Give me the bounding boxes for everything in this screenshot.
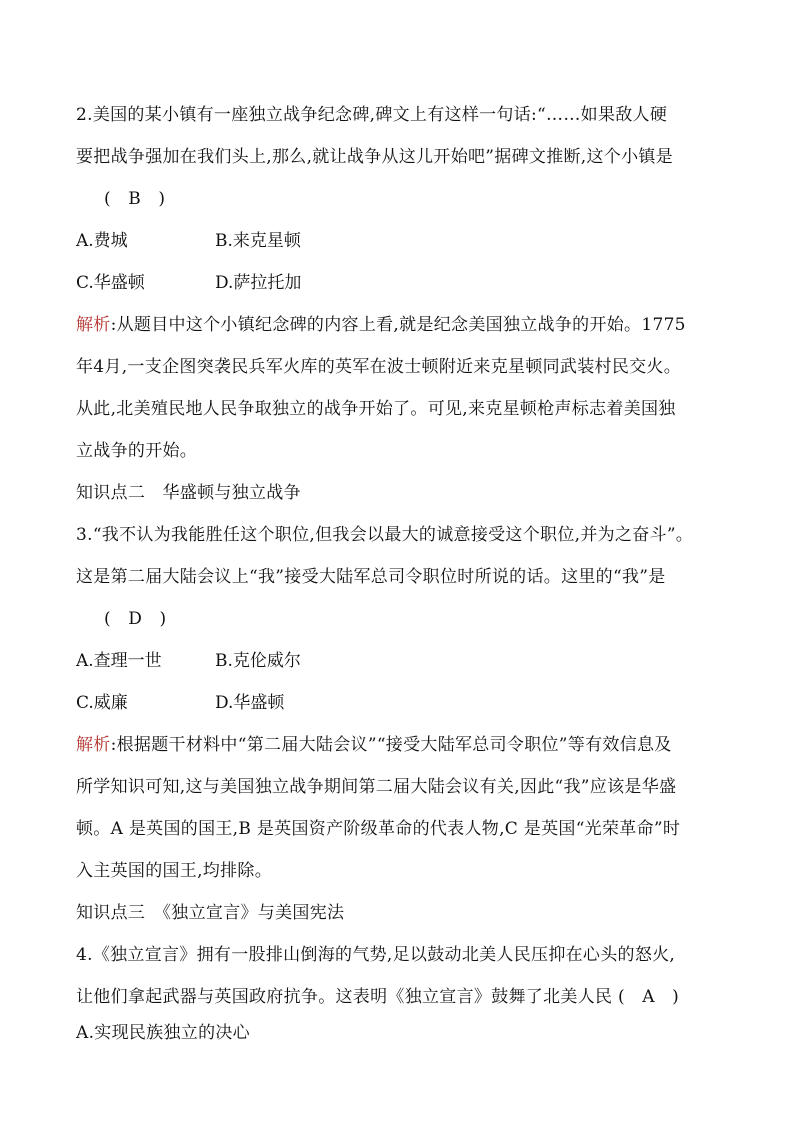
question-3-option-a: A.查理一世 bbox=[76, 651, 162, 671]
question-2-analysis-line-2: 年4月,一支企图突袭民兵军火库的英军在波士顿附近来克星顿同武装村民交火。 bbox=[76, 357, 682, 377]
question-2-analysis-line-4: 立战争的开始。 bbox=[76, 441, 198, 461]
question-2-option-c: C.华盛顿 bbox=[76, 273, 145, 293]
question-2-analysis-line-3: 从此,北美殖民地人民争取独立的战争开始了。可见,来克星顿枪声标志着美国独 bbox=[76, 399, 676, 419]
section-heading-2: 知识点二 华盛顿与独立战争 bbox=[76, 483, 301, 503]
question-3-analysis-line-2: 所学知识可知,这与美国独立战争期间第二届大陆会议有关,因此“我”应该是华盛 bbox=[76, 777, 677, 797]
question-3-option-c: C.威廉 bbox=[76, 693, 128, 713]
analysis-text: :根据题干材料中“第二届大陆会议”“接受大陆军总司令职位”等有效信息及 bbox=[110, 735, 672, 755]
question-2-answer: ( B ) bbox=[104, 189, 166, 209]
analysis-label: 解析 bbox=[76, 315, 111, 335]
question-3-stem-line-2: 这是第二届大陆会议上“我”接受大陆军总司令职位时所说的话。这里的“我”是 bbox=[76, 567, 666, 587]
question-2-stem-line-1: 2.美国的某小镇有一座独立战争纪念碑,碑文上有这样一句话:“……如果敌人硬 bbox=[76, 105, 668, 125]
question-3-analysis-line-4: 入主英国的国王,均排除。 bbox=[76, 861, 273, 881]
question-2-option-a: A.费城 bbox=[76, 231, 128, 251]
question-4-stem-line-2: 让他们拿起武器与英国政府抗争。这表明《独立宣言》鼓舞了北美人民 ( A ) bbox=[76, 987, 680, 1007]
question-2-option-b: B.来克星顿 bbox=[215, 231, 301, 251]
question-2-option-d: D.萨拉托加 bbox=[215, 273, 302, 293]
question-3-analysis-line-1 bbox=[76, 733, 726, 757]
question-2-stem-line-2: 要把战争强加在我们头上,那么,就让战争从这儿开始吧”据碑文推断,这个小镇是 bbox=[76, 147, 674, 167]
analysis-text: :从题目中这个小镇纪念碑的内容上看,就是纪念美国独立战争的开始。1775 bbox=[110, 315, 686, 335]
section-heading-3: 知识点三 《独立宣言》与美国宪法 bbox=[76, 903, 345, 923]
question-2-analysis-line-1 bbox=[76, 313, 726, 337]
question-3-option-d: D.华盛顿 bbox=[215, 693, 285, 713]
analysis-label: 解析 bbox=[76, 735, 111, 755]
question-4-option-a: A.实现民族独立的决心 bbox=[76, 1023, 250, 1043]
question-3-option-b: B.克伦威尔 bbox=[215, 651, 301, 671]
question-3-answer: ( D ) bbox=[104, 609, 167, 629]
question-4-stem-line-1: 4.《独立宣言》拥有一股排山倒海的气势,足以鼓动北美人民压抑在心头的怒火, bbox=[76, 945, 676, 965]
question-3-analysis-line-3: 顿。A 是英国的国王,B 是英国资产阶级革命的代表人物,C 是英国“光荣革命”时 bbox=[76, 819, 681, 839]
question-3-stem-line-1: 3.“我不认为我能胜任这个职位,但我会以最大的诚意接受这个职位,并为之奋斗”。 bbox=[76, 525, 694, 545]
